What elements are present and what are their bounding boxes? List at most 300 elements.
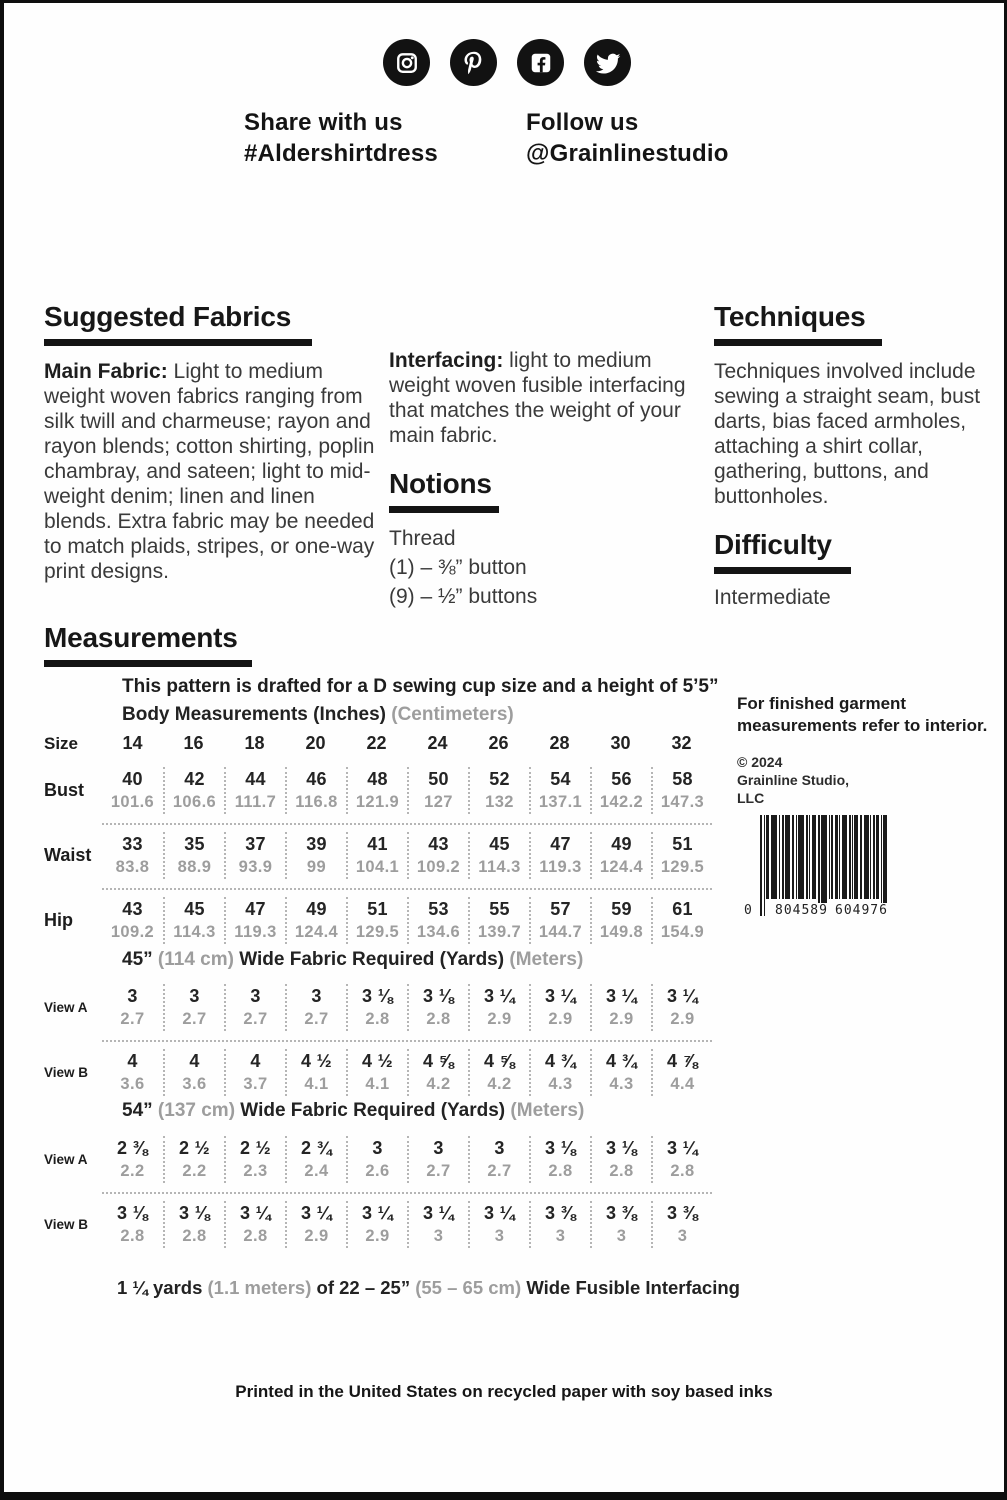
cm-value: 124.4: [599, 858, 644, 876]
inches-value: 49: [306, 899, 327, 919]
measure-cell: [407, 984, 468, 1031]
measure-cell: [163, 1049, 224, 1096]
text-segment: (1.1 meters): [207, 1277, 317, 1298]
measure-cell: [651, 1201, 712, 1248]
barcode-bar: [818, 815, 820, 916]
measure-cell: [285, 832, 346, 879]
text-segment: (Meters): [509, 949, 584, 970]
copyright-notice: [737, 753, 849, 807]
main-fabric-text: Light to medium weight woven fabrics ranging from silk twill and charmeuse; rayon and rayon blends; cotton shirting, poplin chambray, and sateen; light to mid-weight denim; linen and linen blends. Extra fabric may be needed to match plaids, stripes, or one-way print designs.: [44, 360, 375, 583]
inches-value: 3 ¼: [667, 986, 698, 1006]
barcode-bar: [842, 815, 847, 899]
measure-cell: [590, 767, 651, 814]
cm-value: 3.6: [120, 1075, 145, 1093]
inches-value: 3 ¼: [545, 986, 576, 1006]
measure-row-label: Bust: [44, 780, 84, 800]
measure-cell: [346, 1136, 407, 1183]
inches-value: 3 ¼: [484, 986, 515, 1006]
inches-value: 43: [428, 834, 449, 854]
cm-value: 129.5: [660, 858, 705, 876]
cm-value: 4.2: [487, 1075, 512, 1093]
measure-cell: [346, 984, 407, 1031]
techniques-section: [714, 302, 996, 530]
measure-cell: [529, 897, 590, 944]
cm-value: 3.7: [243, 1075, 268, 1093]
inches-value: 42: [184, 769, 205, 789]
cm-value: 2.7: [304, 1010, 329, 1028]
size-value: 18: [244, 733, 265, 753]
measure-cell: [407, 767, 468, 814]
inches-value: 35: [184, 834, 205, 854]
cm-value: 83.8: [115, 858, 150, 876]
inches-value: 57: [550, 899, 571, 919]
cm-value: 119.3: [539, 858, 582, 876]
barcode-bar: [873, 815, 875, 899]
inches-value: 3 ⅛: [117, 1203, 148, 1223]
size-value: 30: [610, 733, 631, 753]
inches-value: 4: [127, 1051, 138, 1071]
measure-row-label: View A: [44, 1152, 88, 1167]
main-fabric-label: Main Fabric:: [44, 360, 168, 383]
inches-value: 53: [428, 899, 449, 919]
text-segment: 45”: [122, 949, 158, 970]
measure-cell: [285, 897, 346, 944]
measure-cell: [224, 1201, 285, 1248]
notions-section: [389, 469, 714, 611]
measure-cell: [651, 984, 712, 1031]
text-segment: 54”: [122, 1100, 158, 1121]
cm-value: 116.8: [295, 793, 338, 811]
text-segment: (Centimeters): [391, 704, 514, 725]
measure-row-label: View A: [44, 1000, 88, 1015]
cm-value: 109.2: [110, 923, 155, 941]
cm-value: 2.9: [609, 1010, 634, 1028]
cm-value: 132: [485, 793, 514, 811]
inches-value: 2 ½: [240, 1138, 271, 1158]
barcode-group-1: 804589: [772, 903, 831, 918]
inches-value: 2 ⅜: [117, 1138, 148, 1158]
cm-value: 104.1: [355, 858, 400, 876]
cm-value: 3: [677, 1227, 688, 1245]
barcode-lead-digit: 0: [744, 903, 752, 918]
suggested-fabrics-section: [44, 302, 381, 605]
inches-value: 3 ¼: [484, 1203, 515, 1223]
measure-cell: [102, 767, 163, 814]
size-row-label: Size: [44, 733, 79, 753]
measure-cell: [651, 1136, 712, 1183]
measure-cell: [346, 832, 407, 879]
text-segment: (114 cm): [157, 949, 240, 970]
barcode-bar: [809, 815, 810, 899]
notions-title: Notions: [389, 468, 492, 499]
inches-value: 44: [245, 769, 266, 789]
measure-cell: [468, 832, 529, 879]
barcode-bar: [876, 815, 879, 899]
measure-row: [44, 760, 712, 823]
measure-cell: [590, 984, 651, 1031]
inches-value: 43: [122, 899, 143, 919]
cm-value: 149.8: [599, 923, 644, 941]
follow-us-block: [526, 107, 729, 169]
inches-value: 4 ⅝: [484, 1051, 515, 1071]
cm-value: 2.7: [182, 1010, 207, 1028]
measure-cell: [651, 897, 712, 944]
inches-value: 4 ¾: [606, 1051, 637, 1071]
size-value: 16: [183, 733, 204, 753]
inches-value: 3 ¼: [301, 1203, 332, 1223]
size-value: 22: [366, 733, 387, 753]
barcode-bar: [881, 815, 882, 916]
text-segment: of 22 – 25”: [316, 1277, 416, 1298]
text-segment: Wide Fusible Interfacing: [526, 1277, 740, 1298]
measure-cell: [346, 897, 407, 944]
cm-value: 88.9: [177, 858, 212, 876]
inches-value: 3 ⅛: [362, 986, 393, 1006]
measure-row-label: View B: [44, 1065, 89, 1080]
notion-item: (9) – ½” buttons: [389, 585, 538, 608]
inches-value: 4 ⅝: [423, 1051, 454, 1071]
cm-value: 114.3: [173, 923, 216, 941]
cm-value: 4.1: [304, 1075, 329, 1093]
measure-cell: [346, 767, 407, 814]
measure-cell: [529, 1136, 590, 1183]
inches-value: 51: [367, 899, 388, 919]
cm-value: 2.3: [243, 1162, 268, 1180]
measure-cell: [590, 832, 651, 879]
measure-cell: [163, 832, 224, 879]
inches-value: 3 ⅛: [423, 986, 454, 1006]
measure-row-label: Waist: [44, 845, 92, 865]
interfacing-paragraph: [389, 348, 714, 448]
inches-value: 3 ⅛: [179, 1203, 210, 1223]
measure-cell: [346, 1049, 407, 1096]
measure-cell: [407, 1049, 468, 1096]
inches-value: 3: [127, 986, 138, 1006]
measure-cell: [590, 897, 651, 944]
measure-cell: [102, 1201, 163, 1248]
inches-value: 3: [189, 986, 200, 1006]
measure-cell: [224, 1049, 285, 1096]
inches-value: 46: [306, 769, 327, 789]
cm-value: 4.1: [365, 1075, 390, 1093]
notions-list: [389, 524, 714, 611]
barcode-bar: [771, 815, 777, 899]
cm-value: 101.6: [110, 793, 155, 811]
measure-cell: [102, 984, 163, 1031]
cm-value: 124.4: [294, 923, 339, 941]
cm-value: 2.7: [426, 1162, 451, 1180]
inches-value: 4 ⅞: [667, 1051, 698, 1071]
size-row: [44, 733, 712, 754]
measure-cell: [163, 897, 224, 944]
measure-row: [44, 1194, 712, 1257]
interfacing-section: [389, 335, 714, 469]
barcode-bar: [766, 815, 769, 899]
inches-value: 51: [672, 834, 693, 854]
interfacing-requirement-line: [117, 1277, 740, 1299]
cm-value: 111.7: [234, 793, 277, 811]
measure-cell: [407, 897, 468, 944]
measure-cell: [102, 1136, 163, 1183]
cm-value: 134.6: [416, 923, 461, 941]
cm-value: 4.3: [609, 1075, 634, 1093]
measure-cell: [529, 1049, 590, 1096]
inches-value: 3: [311, 986, 322, 1006]
cm-value: 2.8: [670, 1162, 695, 1180]
heading-rule: [714, 567, 851, 574]
inches-value: 33: [122, 834, 143, 854]
fabric-54-heading: [122, 1100, 584, 1122]
inches-value: 41: [367, 834, 388, 854]
cm-value: 2.7: [243, 1010, 268, 1028]
measure-row-label: View B: [44, 1217, 89, 1232]
inches-value: 54: [550, 769, 571, 789]
cm-value: 139.7: [477, 923, 522, 941]
cm-value: 109.2: [416, 858, 461, 876]
inches-value: 55: [489, 899, 510, 919]
measure-row: [44, 825, 712, 888]
measure-row: [44, 1042, 712, 1105]
cm-value: 99: [306, 858, 327, 876]
size-value: 14: [122, 733, 143, 753]
inches-value: 40: [122, 769, 143, 789]
body-measurements-table: [44, 760, 712, 953]
measure-cell: [224, 832, 285, 879]
barcode-bar: [764, 815, 765, 916]
inches-value: 4: [250, 1051, 261, 1071]
follow-label: Follow us: [526, 109, 639, 136]
cm-value: 93.9: [238, 858, 273, 876]
measure-cell: [224, 767, 285, 814]
inches-value: 47: [245, 899, 266, 919]
measure-cell: [529, 832, 590, 879]
text-segment: Wide Fabric Required (Yards): [239, 949, 510, 970]
text-segment: (55 – 65 cm): [415, 1277, 527, 1298]
techniques-text: Techniques involved include sewing a straight seam, bust darts, bias faced armholes, attaching a shirt collar, gathering, buttons, and buttonholes.: [714, 360, 981, 508]
inches-value: 4 ½: [301, 1051, 332, 1071]
size-value: 24: [427, 733, 448, 753]
inches-value: 2 ¾: [301, 1138, 332, 1158]
difficulty-level: Intermediate: [714, 586, 831, 609]
heading-rule: [389, 506, 499, 513]
measure-cell: [102, 1049, 163, 1096]
inches-value: 3 ⅛: [545, 1138, 576, 1158]
measure-cell: [651, 832, 712, 879]
cm-value: 2.9: [487, 1010, 512, 1028]
cm-value: 121.9: [355, 793, 400, 811]
cm-value: 119.3: [234, 923, 277, 941]
body-measurements-heading: [122, 704, 514, 726]
cup-size-note: This pattern is drafted for a D sewing cup size and a height of 5’5”: [122, 676, 719, 697]
notion-item: Thread: [389, 527, 456, 550]
inches-value: 2 ½: [179, 1138, 210, 1158]
difficulty-title: Difficulty: [714, 529, 832, 560]
cm-value: 127: [424, 793, 453, 811]
fabric-45-table: [44, 977, 712, 1105]
inches-value: 3 ⅛: [606, 1138, 637, 1158]
barcode-bar: [796, 815, 797, 899]
cm-value: 154.9: [660, 923, 705, 941]
cm-value: 147.3: [660, 793, 705, 811]
text-segment: (137 cm): [157, 1100, 241, 1121]
measure-cell: [224, 1136, 285, 1183]
inches-value: 3: [250, 986, 261, 1006]
copyright-line: Grainline Studio,: [737, 772, 850, 788]
heading-rule: [44, 660, 252, 667]
inches-value: 37: [245, 834, 266, 854]
share-with-us-block: [244, 107, 438, 169]
measure-cell: [163, 984, 224, 1031]
measure-cell: [529, 1201, 590, 1248]
inches-value: 4 ¾: [545, 1051, 576, 1071]
suggested-fabrics-title: Suggested Fabrics: [44, 301, 292, 332]
printed-in-footer: Printed in the United States on recycled paper with soy based inks: [235, 1382, 773, 1401]
measure-cell: [163, 1201, 224, 1248]
measure-cell: [468, 897, 529, 944]
cm-value: 137.1: [538, 793, 583, 811]
notion-item: (1) – ⅜” button: [389, 556, 527, 579]
barcode-bar: [785, 815, 790, 899]
inches-value: 4: [189, 1051, 200, 1071]
cm-value: 114.3: [478, 858, 521, 876]
measure-cell: [529, 984, 590, 1031]
measure-cell: [590, 1136, 651, 1183]
inches-value: 59: [611, 899, 632, 919]
cm-value: 3: [433, 1227, 444, 1245]
measure-cell: [468, 1201, 529, 1248]
measure-cell: [407, 1201, 468, 1248]
barcode-bar: [864, 815, 869, 899]
measure-cell: [285, 1201, 346, 1248]
size-value: 20: [305, 733, 326, 753]
cm-value: 4.3: [548, 1075, 573, 1093]
fabric-54-table: [44, 1129, 712, 1257]
copyright-line: © 2024: [737, 754, 783, 770]
measure-row: [44, 977, 712, 1040]
inches-value: 3 ¼: [362, 1203, 393, 1223]
cm-value: 142.2: [599, 793, 644, 811]
measure-cell: [407, 832, 468, 879]
cm-value: 2.8: [426, 1010, 451, 1028]
barcode-bar: [839, 815, 840, 899]
measure-row: [44, 1129, 712, 1192]
cm-value: 2.2: [120, 1162, 145, 1180]
techniques-title: Techniques: [714, 301, 866, 332]
text-segment: 1 ¼ yards: [117, 1277, 208, 1298]
inches-value: 3 ⅜: [606, 1203, 637, 1223]
inches-value: 3 ⅜: [667, 1203, 698, 1223]
barcode-bar: [870, 815, 871, 899]
measure-cell: [285, 767, 346, 814]
text-segment: Body Measurements (Inches): [122, 704, 392, 725]
inches-value: 47: [550, 834, 571, 854]
inches-value: 3 ¼: [667, 1138, 698, 1158]
instagram-icon: [383, 39, 430, 86]
measurements-heading: [44, 623, 252, 667]
main-fabric-paragraph: [44, 359, 381, 584]
inches-value: 52: [489, 769, 510, 789]
measure-cell: [285, 1049, 346, 1096]
text-segment: (Meters): [510, 1100, 585, 1121]
barcode: [744, 815, 900, 921]
cm-value: 2.9: [548, 1010, 573, 1028]
measure-cell: [651, 1049, 712, 1096]
measure-cell: [590, 1201, 651, 1248]
barcode-bar: [782, 815, 784, 899]
inches-value: 3 ⅜: [545, 1203, 576, 1223]
measure-cell: [529, 767, 590, 814]
inches-value: 58: [672, 769, 693, 789]
barcode-bar: [779, 815, 780, 899]
inches-value: 49: [611, 834, 632, 854]
barcode-bar: [798, 815, 804, 899]
inches-value: 3 ¼: [606, 986, 637, 1006]
pinterest-icon: [450, 39, 497, 86]
barcode-bar: [812, 815, 816, 899]
cm-value: 2.8: [548, 1162, 573, 1180]
cm-value: 4.2: [426, 1075, 451, 1093]
social-icons-row: [383, 39, 631, 86]
inches-value: 3 ¼: [240, 1203, 271, 1223]
cm-value: 2.8: [243, 1227, 268, 1245]
barcode-bar: [806, 815, 808, 899]
cm-value: 2.2: [182, 1162, 207, 1180]
cm-value: 2.9: [304, 1227, 329, 1245]
cm-value: 129.5: [355, 923, 400, 941]
measure-cell: [346, 1201, 407, 1248]
inches-value: 56: [611, 769, 632, 789]
barcode-bar: [835, 815, 838, 899]
measure-cell: [163, 767, 224, 814]
inches-value: 3: [372, 1138, 383, 1158]
inches-value: 50: [428, 769, 449, 789]
barcode-group-2: 604976: [832, 903, 891, 918]
size-value: 28: [549, 733, 570, 753]
measure-cell: [468, 984, 529, 1031]
cm-value: 106.6: [172, 793, 217, 811]
measure-cell: [163, 1136, 224, 1183]
cm-value: 2.8: [182, 1227, 207, 1245]
measure-cell: [651, 767, 712, 814]
cm-value: 2.4: [304, 1162, 329, 1180]
barcode-bar: [860, 815, 862, 899]
measure-cell: [407, 1136, 468, 1183]
cm-value: 3: [616, 1227, 627, 1245]
inches-value: 4 ½: [362, 1051, 393, 1071]
cm-value: 2.8: [609, 1162, 634, 1180]
measurements-title: Measurements: [44, 622, 238, 653]
heading-rule: [714, 339, 882, 346]
measure-cell: [224, 897, 285, 944]
measure-row: [44, 890, 712, 953]
inches-value: 3: [494, 1138, 505, 1158]
barcode-bar: [883, 815, 887, 916]
size-value: 32: [671, 733, 692, 753]
inches-value: 39: [306, 834, 327, 854]
share-hashtag: #Aldershirtdress: [244, 140, 438, 167]
inches-value: 45: [489, 834, 510, 854]
measure-cell: [468, 1049, 529, 1096]
cm-value: 144.7: [538, 923, 583, 941]
measure-cell: [468, 767, 529, 814]
twitter-icon: [584, 39, 631, 86]
cm-value: 4.4: [670, 1075, 695, 1093]
fabric-45-heading: [122, 949, 583, 971]
cm-value: 2.8: [120, 1227, 145, 1245]
cm-value: 3.6: [182, 1075, 207, 1093]
cm-value: 2.7: [120, 1010, 145, 1028]
measure-cell: [102, 897, 163, 944]
